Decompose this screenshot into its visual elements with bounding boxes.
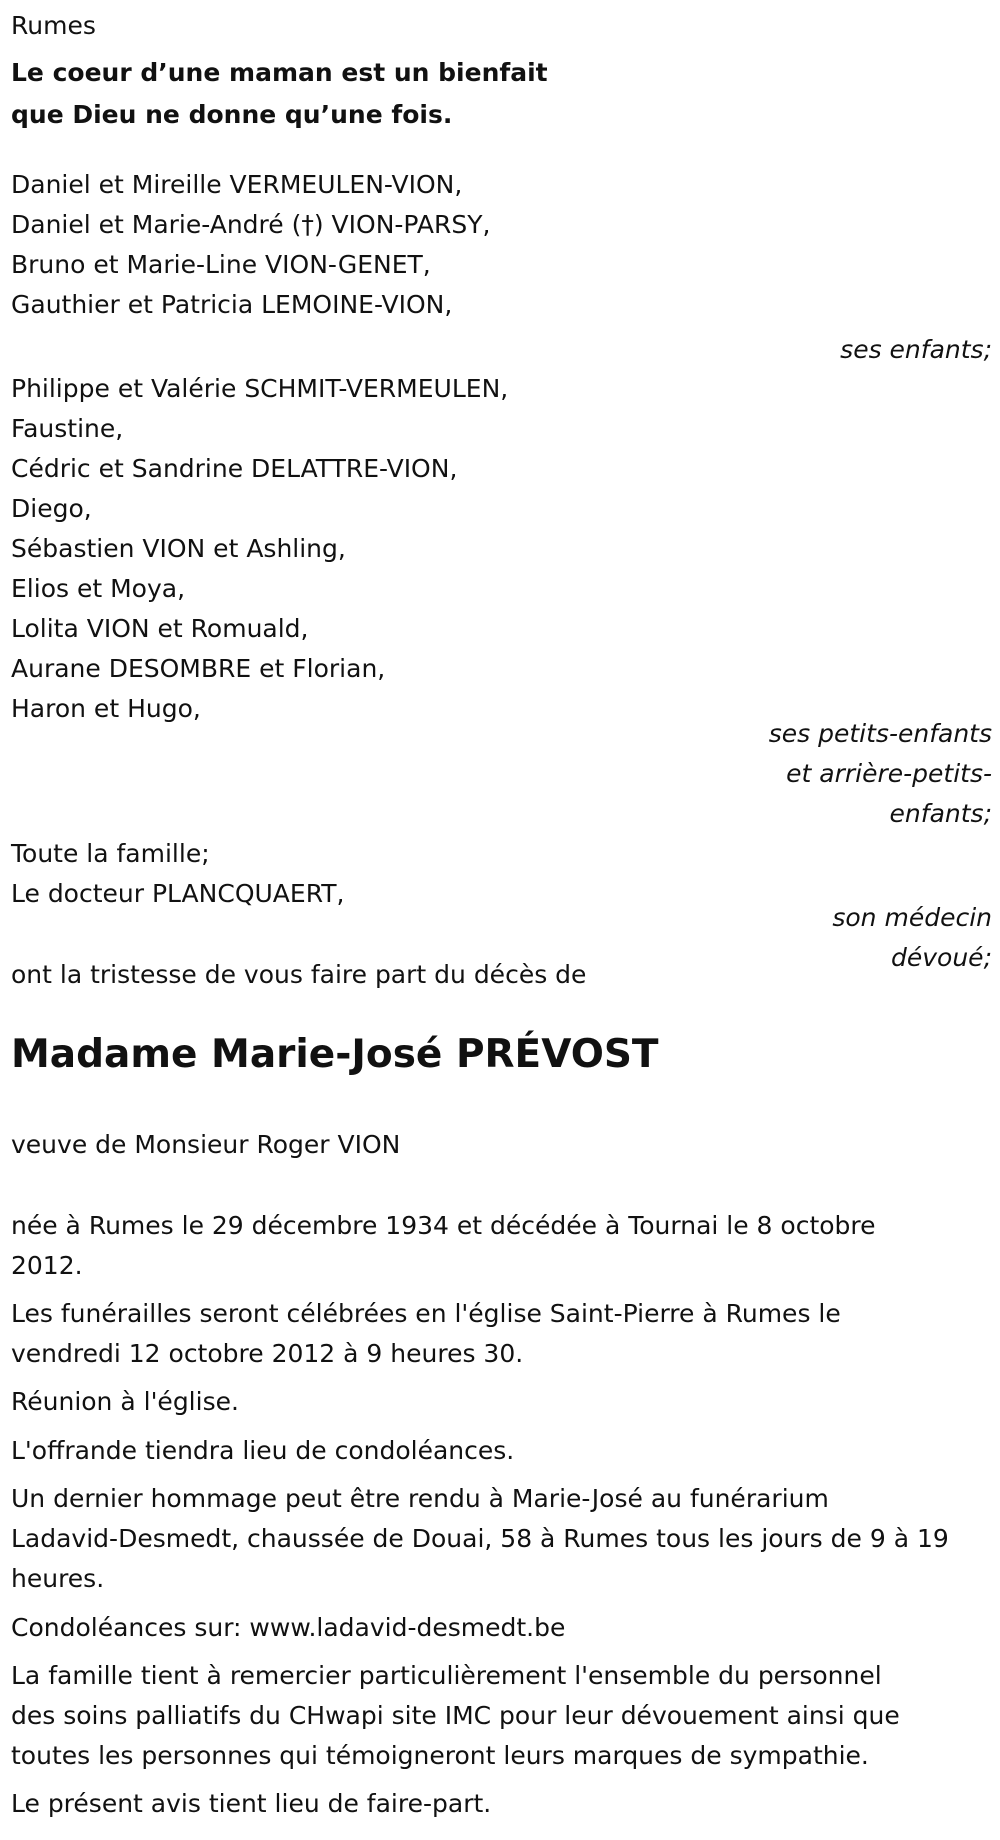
funeral-line: Les funérailles seront célébrées en l'église Saint-Pierre à Rumes le (11, 1299, 841, 1328)
location: Rumes (11, 11, 96, 40)
grandchild-line: Philippe et Valérie SCHMIT-VERMEULEN, (11, 374, 509, 403)
grandchildren-role-line: et arrière-petits- (786, 759, 992, 788)
quote-line-1: Le coeur d’une maman est un bienfait (11, 58, 548, 87)
tribute-line: Ladavid-Desmedt, chaussée de Douai, 58 à Rumes tous les jours de 9 à 19 (11, 1524, 949, 1553)
child-line: Daniel et Marie-André (†) VION-PARSY, (11, 210, 491, 239)
grandchildren-role-line: enfants; (889, 799, 992, 828)
meeting-line: Réunion à l'église. (11, 1387, 239, 1416)
notice-line: Le présent avis tient lieu de faire-part. (11, 1789, 492, 1818)
deceased-name: Madame Marie-José PRÉVOST (11, 1032, 659, 1077)
condolences-line: Condoléances sur: www.ladavid-desmedt.be (11, 1613, 566, 1642)
child-line: Gauthier et Patricia LEMOINE-VION, (11, 290, 453, 319)
grandchildren-role-line: ses petits-enfants (768, 719, 992, 748)
birth-death-line: 2012. (11, 1251, 83, 1280)
thanks-line: toutes les personnes qui témoigneront leurs marques de sympathie. (11, 1741, 869, 1770)
grandchild-line: Elios et Moya, (11, 574, 186, 603)
widow-line: veuve de Monsieur Roger VION (11, 1130, 401, 1159)
thanks-line: La famille tient à remercier particulièrement l'ensemble du personnel (11, 1661, 882, 1690)
child-line: Daniel et Mireille VERMEULEN-VION, (11, 170, 463, 199)
doctor-role-line: dévoué; (891, 943, 992, 972)
family-line: Toute la famille; (11, 839, 210, 868)
announce-line: ont la tristesse de vous faire part du décès de (11, 960, 587, 989)
thanks-line: des soins palliatifs du CHwapi site IMC pour leur dévouement ainsi que (11, 1701, 900, 1730)
tribute-line: Un dernier hommage peut être rendu à Marie-José au funérarium (11, 1484, 829, 1513)
grandchild-line: Diego, (11, 494, 92, 523)
children-role: ses enfants; (840, 335, 992, 364)
grandchild-line: Cédric et Sandrine DELATTRE-VION, (11, 454, 458, 483)
funeral-line: vendredi 12 octobre 2012 à 9 heures 30. (11, 1339, 524, 1368)
tribute-line: heures. (11, 1564, 105, 1593)
quote-line-2: que Dieu ne donne qu’une fois. (11, 100, 453, 129)
grandchild-line: Faustine, (11, 414, 124, 443)
grandchild-line: Sébastien VION et Ashling, (11, 534, 346, 563)
grandchild-line: Lolita VION et Romuald, (11, 614, 309, 643)
grandchild-line: Haron et Hugo, (11, 694, 201, 723)
doctor-role-line: son médecin (832, 903, 992, 932)
child-line: Bruno et Marie-Line VION-GENET, (11, 250, 431, 279)
doctor-line: Le docteur PLANCQUAERT, (11, 879, 345, 908)
grandchild-line: Aurane DESOMBRE et Florian, (11, 654, 386, 683)
offering-line: L'offrande tiendra lieu de condoléances. (11, 1436, 515, 1465)
birth-death-line: née à Rumes le 29 décembre 1934 et décédée à Tournai le 8 octobre (11, 1211, 876, 1240)
